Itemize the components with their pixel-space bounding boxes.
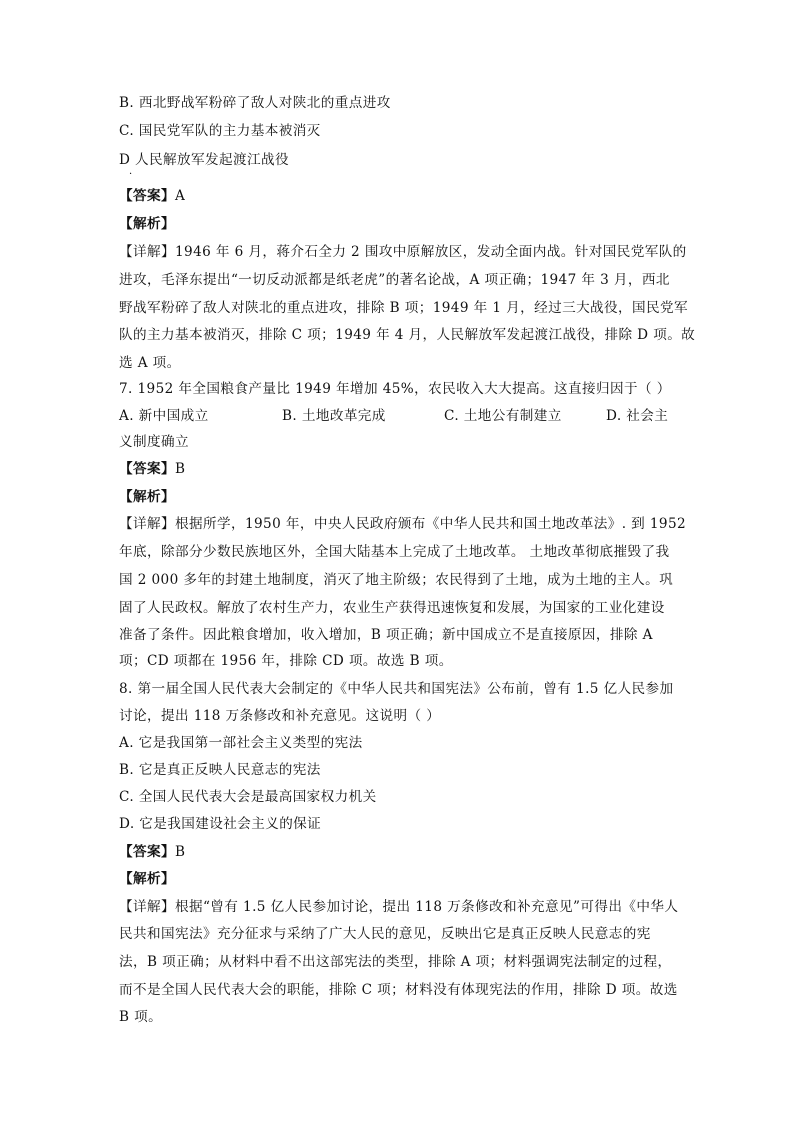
q8-stem-line: 8. 第一届全国人民代表大会制定的《中华人民共和国宪法》公布前，曾有 1.5 亿人民参加 — [119, 681, 674, 697]
q8-detail-line: 民共和国宪法》充分征求与采纳了广大人民的意见，反映出它是真正反映人民意志的宪 — [119, 926, 651, 942]
answer-value: A — [174, 188, 186, 204]
q8-option-a: A. 它是我国第一部社会主义类型的宪法 — [119, 735, 363, 751]
q8-option-c: C. 全国人民代表大会是最高国家权力机关 — [119, 789, 377, 805]
answer-label: 【答案】 — [119, 461, 175, 477]
q7-detail-line: 【详解】根据所学，1950 年，中央人民政府颁布《中华人民共和国土地改革法》. 到 1952 — [119, 516, 687, 532]
q6-detail-line: 进攻，毛泽东提出“一切反动派都是纸老虎”的著名论战，A 项正确；1947 年 3 月，西北 — [119, 272, 670, 288]
q6-answer — [119, 186, 185, 206]
q8-detail-line: 法，B 项正确；从材料中看不出这部宪法的类型，排除 A 项；材料强调宪法制定的过程， — [119, 954, 672, 970]
q8-analysis-label: 【解析】 — [119, 871, 175, 887]
q8-answer — [119, 842, 185, 862]
q6-analysis-label: 【解析】 — [119, 216, 175, 232]
q7-analysis-label: 【解析】 — [119, 489, 175, 505]
stray-dot: · — [129, 169, 133, 180]
q7-detail-line: 项；CD 项都在 1956 年，排除 CD 项。故选 B 项。 — [119, 653, 453, 669]
q7-option-d: D. 社会主 — [606, 408, 669, 424]
q6-option-c: C. 国民党军队的主力基本被消灭 — [119, 123, 321, 139]
q7-answer — [119, 459, 185, 479]
q7-option-a: A. 新中国成立 — [119, 408, 209, 424]
answer-label: 【答案】 — [119, 188, 175, 204]
q8-detail-line: 【详解】根据“曾有 1.5 亿人民参加讨论，提出 118 万条修改和补充意见”可得出《中华人 — [119, 899, 679, 915]
q8-stem-line: 讨论，提出 118 万条修改和补充意见。这说明（ ） — [119, 708, 441, 724]
q6-detail-line: 野战军粉碎了敌人对陕北的重点进攻，排除 B 项；1949 年 1 月，经过三大战役，国民党军 — [119, 300, 689, 316]
q7-option-b: B. 土地改革完成 — [282, 408, 386, 424]
q7-option-d-continued: 义制度确立 — [119, 434, 189, 450]
answer-value: B — [174, 461, 186, 477]
q6-detail-line: 队的主力基本被消灭，排除 C 项；1949 年 4 月，人民解放军发起渡江战役，排除 D 项。故 — [119, 327, 696, 343]
q7-detail-line: 固了人民政权。解放了农村生产力，农业生产获得迅速恢复和发展，为国家的工业化建设 — [119, 600, 665, 616]
q7-detail-line: 准备了条件。因此粮食增加，收入增加，B 项正确；新中国成立不是直接原因，排除 A — [119, 627, 653, 643]
q6-option-d: D 人民解放军发起渡江战役 — [119, 152, 289, 168]
q8-detail-line: 而不是全国人民代表大会的职能，排除 C 项；材料没有体现宪法的作用，排除 D 项。故选 — [119, 982, 678, 998]
answer-label: 【答案】 — [119, 844, 175, 860]
q7-detail-line: 年底，除部分少数民族地区外，全国大陆基本上完成了土地改革。 土地改革彻底摧毁了我 — [119, 544, 670, 560]
q7-option-c: C. 土地公有制建立 — [444, 408, 562, 424]
q8-option-b: B. 它是真正反映人民意志的宪法 — [119, 762, 321, 778]
q6-option-b: B. 西北野战军粉碎了敌人对陕北的重点进攻 — [119, 95, 391, 111]
q7-detail-line: 国 2 000 多年的封建土地制度，消灭了地主阶级；农民得到了土地，成为土地的主人。巩 — [119, 572, 674, 588]
answer-value: B — [174, 844, 186, 860]
q8-option-d: D. 它是我国建设社会主义的保证 — [119, 816, 322, 832]
q6-detail-line: 【详解】1946 年 6 月，蒋介石全力 2 围攻中原解放区，发动全面内战。针对国民党军队的 — [119, 244, 687, 260]
q6-detail-line: 选 A 项。 — [119, 355, 181, 371]
q7-stem: 7. 1952 年全国粮食产量比 1949 年增加 45%，农民收入大大提高。这直接归因于（ ） — [119, 381, 671, 397]
q8-detail-line: B 项。 — [119, 1009, 163, 1025]
